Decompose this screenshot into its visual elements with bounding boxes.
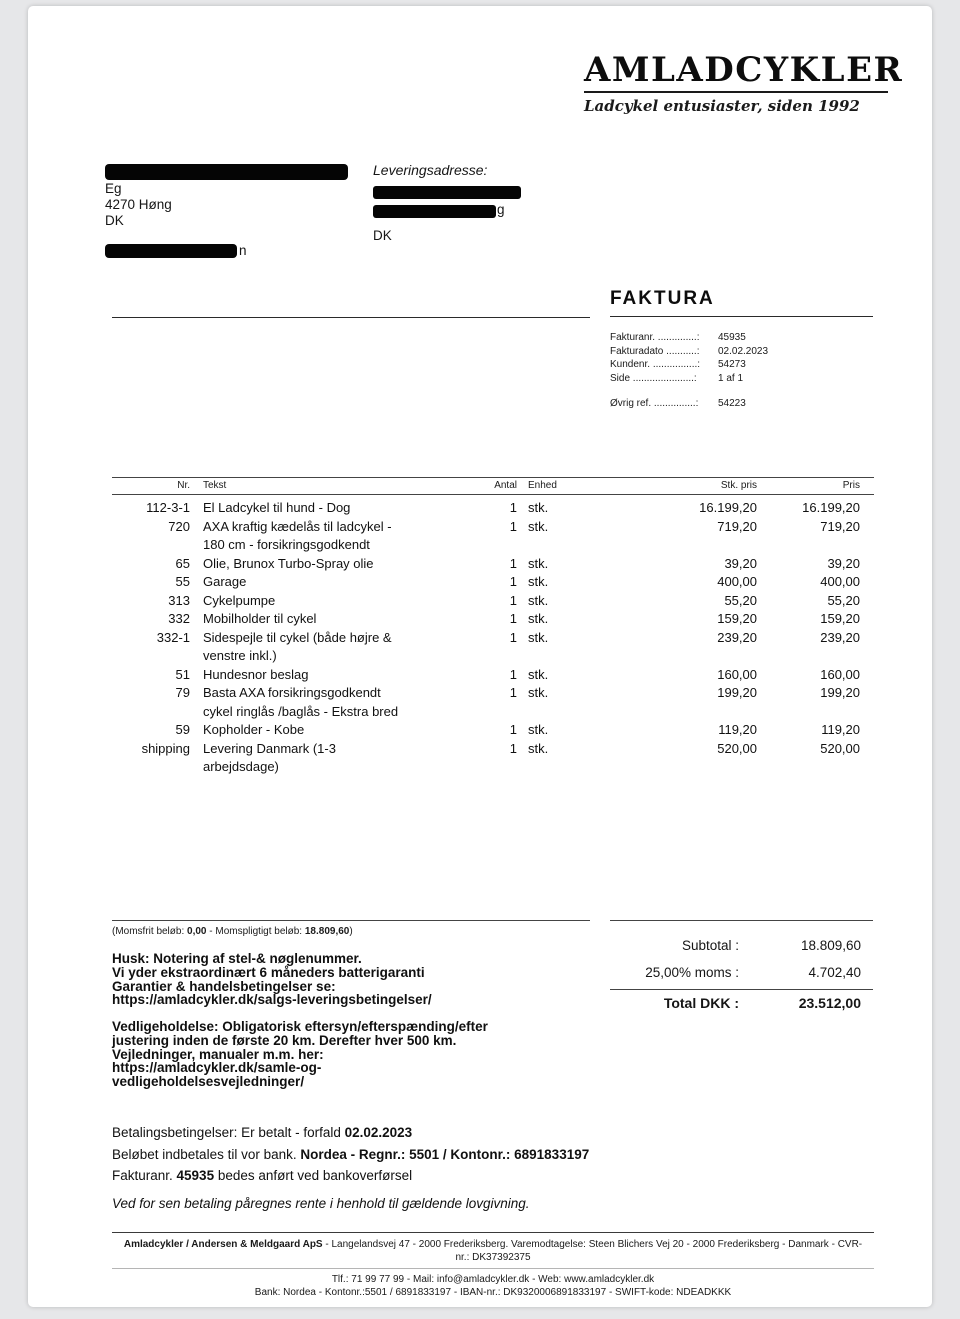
moms-note-divider: [112, 920, 590, 921]
table-row: [112, 610, 874, 629]
item-nr: 59: [175, 722, 190, 737]
table-row: [112, 499, 874, 518]
emphasis-text: 0,00: [187, 926, 207, 937]
totals-top-divider: [610, 920, 873, 921]
item-antal: 1: [509, 555, 517, 571]
link-url[interactable]: https://amladcykler.dk/salgs-leveringsbetingelser/: [112, 992, 432, 1008]
meta-value: 54223: [718, 398, 746, 409]
item-nr: 112-3-1: [146, 500, 190, 515]
note-line: Husk: Notering af stel-& nøglenummer.: [112, 951, 362, 966]
footer-bank: Bank: Nordea - Kontonr.:5501 / 6891833197 - IBAN-nr.: DK9320006891833197 - SWIFT-kode: NDEADKKK: [254, 1287, 732, 1298]
item-antal: 1: [509, 611, 517, 626]
footer-address: [112, 1238, 874, 1264]
invoice-meta-row: [610, 345, 873, 359]
totals-label: Subtotal :: [681, 938, 739, 953]
plain-text: - Momspligtigt beløb:: [206, 926, 305, 937]
item-tekst: Hundesnor beslag: [203, 666, 309, 682]
link-url[interactable]: https://amladcykler.dk/samle-og-: [112, 1060, 322, 1076]
item-antal: 1: [509, 629, 517, 645]
late-payment-note: Ved for sen betaling påregnes rente i henhold til gældende lovgivning.: [112, 1196, 530, 1211]
item-pris: 159,20: [820, 611, 860, 626]
brand-divider: [584, 91, 888, 93]
item-tekst: Kopholder - Kobe: [203, 722, 305, 737]
col-header-pris: Pris: [842, 480, 860, 491]
item-tekst: Olie, Brunox Turbo-Spray olie: [203, 555, 374, 571]
invoice-title-divider: [610, 316, 873, 317]
plain-text: (Momsfrit beløb:: [112, 926, 188, 937]
header-divider-left: [112, 317, 590, 318]
note-line: Vejledninger, manualer m.m. her:: [112, 1046, 324, 1062]
plain-text: bedes anført ved bankoverførsel: [214, 1168, 413, 1183]
item-tekst: Basta AXA forsikringsgodkendt cykel ringlås /baglås - Ekstra bred: [203, 685, 399, 719]
table-row: [112, 740, 874, 777]
redaction-bar-delivery-street: [373, 205, 496, 218]
emphasis-text: 18.809,60: [304, 926, 350, 937]
item-stk-pris: 239,20: [717, 629, 757, 645]
item-antal: 1: [509, 500, 517, 515]
plain-text: ): [349, 926, 353, 937]
item-nr: 55: [175, 574, 190, 589]
billing-country: DK: [105, 213, 124, 228]
item-tekst: Sidespejle til cykel (både højre & venstre inkl.): [203, 629, 392, 663]
item-stk-pris: 199,20: [717, 685, 757, 700]
totals: [610, 920, 873, 1011]
item-nr: 51: [175, 666, 190, 682]
plain-text: - Langelandsvej 47 - 2000 Frederiksberg. Varemodtagelse: Steen Blichers Vej 20 - 2000 Frederiksberg - Danmark - CVR-nr.: DK37392375: [322, 1239, 863, 1263]
item-antal: 1: [509, 574, 517, 589]
item-pris: 16.199,20: [802, 500, 860, 515]
billing-extra-remnant: n: [239, 243, 247, 258]
item-enhed: stk.: [528, 629, 549, 645]
link-url[interactable]: vedligeholdelsesvejledninger/: [112, 1074, 305, 1090]
redaction-bar-delivery-name: [373, 186, 521, 199]
item-enhed: stk.: [528, 666, 549, 682]
item-stk-pris: 119,20: [718, 722, 757, 737]
item-tekst: El Ladcykel til hund - Dog: [203, 500, 351, 515]
note-line: Garantier & handelsbetingelser se:: [112, 978, 336, 994]
item-antal: 1: [509, 592, 517, 608]
invoice-meta-row: [610, 331, 873, 345]
items-table-header: [112, 477, 874, 495]
item-pris: 719,20: [820, 518, 860, 534]
meta-label: Fakturanr. ..............:: [610, 332, 700, 343]
item-nr: 79: [175, 685, 190, 700]
item-nr: 720: [168, 518, 190, 534]
billing-extra-row: [105, 243, 348, 259]
item-stk-pris: 55,20: [724, 592, 757, 608]
payment-line-bank: [112, 1144, 589, 1166]
item-stk-pris: 160,00: [717, 666, 757, 682]
note-line: Vedligeholdelse: Obligatorisk eftersyn/efterspænding/efter: [112, 1019, 488, 1034]
item-pris: 55,20: [827, 592, 860, 608]
item-stk-pris: 16.199,20: [699, 500, 757, 515]
redaction-bar-extra: [105, 244, 237, 258]
item-enhed: stk.: [528, 574, 549, 589]
moms-note: [112, 926, 353, 937]
meta-label: Side ......................:: [610, 372, 697, 384]
item-stk-pris: 520,00: [717, 740, 757, 756]
delivery-street-remnant: g: [497, 202, 505, 217]
delivery-address-label: Leveringsadresse:: [373, 162, 488, 178]
totals-label: 25,00% moms :: [645, 965, 739, 980]
invoice-title: FAKTURA: [610, 288, 715, 309]
item-antal: 1: [509, 685, 517, 700]
item-stk-pris: 719,20: [717, 518, 757, 534]
item-enhed: stk.: [528, 722, 549, 737]
invoice-page: [28, 6, 932, 1307]
item-tekst: Mobilholder til cykel: [203, 611, 317, 626]
totals-label: Total DKK :: [663, 995, 739, 1011]
meta-value: 45935: [718, 332, 746, 343]
note-line: Vi yder ekstraordinært 6 måneders batterigaranti: [112, 964, 425, 980]
totals-row: [610, 938, 873, 953]
invoice-meta: [610, 331, 873, 411]
redaction-bar-name: [105, 164, 348, 180]
emphasis-text: Nordea - Regnr.: 5501 / Kontonr.: 6891833197: [300, 1146, 590, 1162]
delivery-country: DK: [373, 228, 392, 243]
item-pris: 160,00: [820, 666, 860, 682]
brand-logo: AMLADCYKLER: [584, 50, 904, 90]
brand-block: [584, 50, 904, 115]
footer-mid-divider: [112, 1268, 874, 1269]
meta-value: 54273: [718, 359, 746, 370]
item-pris: 119,20: [821, 722, 860, 737]
item-pris: 39,20: [827, 555, 860, 571]
payment-line-ref: [112, 1165, 589, 1187]
table-row: [112, 684, 874, 721]
note-line: justering inden de første 20 km. Derefter hver 500 km.: [112, 1032, 457, 1048]
emphasis-text: Amladcykler / Andersen & Meldgaard ApS: [123, 1239, 323, 1250]
invoice-header-block: [610, 288, 873, 411]
table-row: [112, 592, 874, 611]
payment-line-terms: [112, 1122, 589, 1144]
meta-value: 02.02.2023: [718, 345, 769, 357]
invoice-meta-row: [610, 358, 873, 372]
item-enhed: stk.: [528, 685, 549, 700]
item-tekst: Cykelpumpe: [203, 592, 276, 608]
table-row: [112, 573, 874, 592]
col-header-tekst: Tekst: [203, 480, 227, 491]
item-nr: shipping: [141, 740, 190, 756]
item-nr: 313: [168, 592, 190, 608]
item-enhed: stk.: [528, 611, 549, 626]
item-enhed: stk.: [528, 500, 549, 515]
delivery-street-row: [373, 202, 521, 218]
table-row: [112, 721, 874, 740]
totals-divider: [610, 989, 873, 990]
item-nr: 332-1: [156, 629, 190, 645]
item-antal: 1: [509, 518, 517, 534]
col-header-stk-pris: Stk. pris: [720, 480, 757, 491]
item-antal: 1: [509, 722, 517, 737]
item-stk-pris: 159,20: [717, 611, 757, 626]
meta-value: 1 af 1: [718, 372, 744, 384]
item-enhed: stk.: [528, 740, 549, 756]
item-tekst: Garage: [203, 574, 247, 589]
footer: [112, 1232, 874, 1299]
item-nr: 65: [175, 555, 190, 571]
item-antal: 1: [509, 740, 517, 756]
item-nr: 332: [168, 611, 190, 626]
emphasis-text: 45935: [176, 1168, 215, 1183]
footer-top-divider: [112, 1232, 874, 1233]
total-row: [610, 996, 873, 1011]
item-enhed: stk.: [528, 592, 549, 608]
table-row: [112, 629, 874, 666]
emphasis-text: 02.02.2023: [344, 1125, 413, 1140]
brand-tagline: Ladcykel entusiaster, siden 1992: [584, 97, 860, 115]
item-pris: 199,20: [820, 685, 860, 700]
items-table: [112, 477, 874, 777]
meta-label: Fakturadato ...........:: [610, 345, 700, 357]
plain-text: Fakturanr.: [112, 1168, 177, 1183]
totals-value: 18.809,60: [800, 938, 861, 953]
item-antal: 1: [509, 666, 517, 682]
items-body: [112, 495, 874, 777]
footer-contact: Tlf.: 71 99 77 99 - Mail: info@amladcykler.dk - Web: www.amladcykler.dk: [331, 1274, 655, 1285]
item-pris: 400,00: [820, 574, 860, 589]
billing-address-block: [105, 164, 348, 259]
table-row: [112, 518, 874, 555]
col-header-antal: Antal: [494, 480, 517, 491]
payment-terms-block: [112, 1122, 589, 1187]
invoice-meta-row: [610, 397, 873, 411]
plain-text: Betalingsbetingelser: Er betalt - forfald: [112, 1125, 345, 1140]
col-header-nr: Nr.: [177, 480, 190, 491]
totals-value: 4.702,40: [808, 965, 861, 980]
table-row: [112, 666, 874, 685]
col-header-enhed: Enhed: [528, 480, 557, 491]
delivery-address-block: [373, 162, 521, 244]
item-pris: 239,20: [820, 629, 860, 645]
item-tekst: Levering Danmark (1-3 arbejdsdage): [203, 740, 336, 774]
item-stk-pris: 400,00: [717, 574, 757, 589]
billing-street-remnant: Eg: [105, 181, 122, 196]
plain-text: Beløbet indbetales til vor bank.: [112, 1146, 301, 1162]
totals-row: [610, 965, 873, 980]
billing-city: 4270 Høng: [105, 197, 172, 212]
invoice-meta-row: [610, 372, 873, 386]
item-pris: 520,00: [820, 740, 860, 756]
meta-label: Kundenr. ................:: [610, 359, 701, 370]
item-enhed: stk.: [528, 518, 549, 534]
meta-label: Øvrig ref. ...............:: [610, 398, 699, 409]
item-tekst: AXA kraftig kædelås til ladcykel - 180 cm - forsikringsgodkendt: [203, 518, 392, 552]
item-stk-pris: 39,20: [724, 555, 757, 571]
item-enhed: stk.: [528, 555, 549, 571]
reminder-block: [112, 952, 432, 1007]
table-row: [112, 555, 874, 574]
maintenance-block: [112, 1020, 488, 1089]
totals-value: 23.512,00: [798, 995, 861, 1011]
